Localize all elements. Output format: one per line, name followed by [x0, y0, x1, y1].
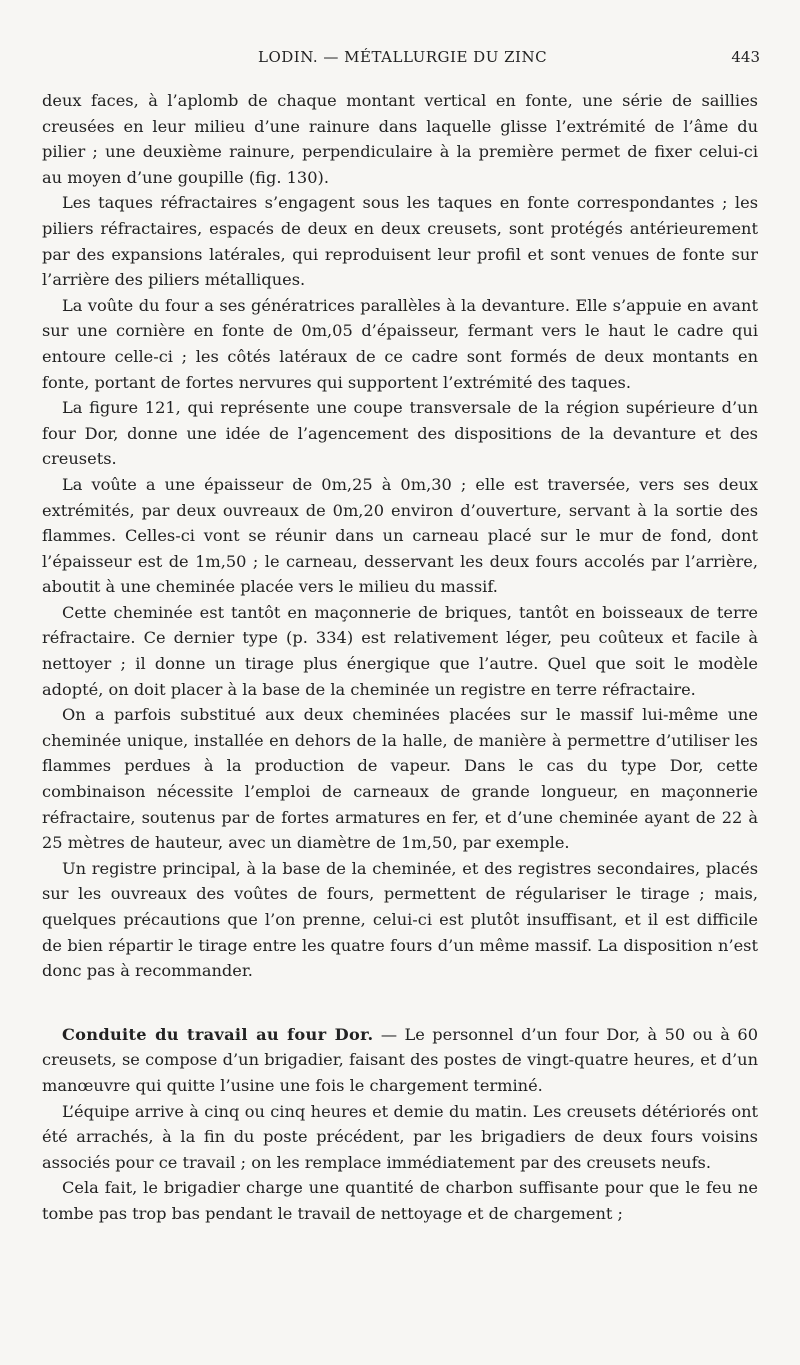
section-heading: Conduite du travail au four Dor.	[62, 1024, 374, 1044]
paragraph: Un registre principal, à la base de la cheminée, et des registres secondaires, placés sur les ouvreaux des voûtes de fours, permettent de régulariser le tirage ; mais, quelques précautions que l’on prenne, celui-ci est plutôt insuffisant, et il est difficile de bien répartir le tirage entre les quatre fours d’un même massif. La disposition n’est donc pas à recommander.	[42, 858, 758, 981]
page-header	[0, 48, 800, 72]
paragraph: La voûte a une épaisseur de 0m,25 à 0m,30 ; elle est traversée, vers ses deux extrémités, par deux ouvreaux de 0m,20 environ d’ouverture, servant à la sortie des flammes. Celles-ci vont se réunir dans un carneau placé sur le mur de fond, dont l’épaisseur est de 1m,50 ; le carneau, desservant les deux fours accolés par l’arrière, aboutit à une cheminée placée vers le milieu du massif.	[42, 474, 758, 597]
paragraph: Cela fait, le brigadier charge une quantité de charbon suffisante pour que le feu ne tombe pas trop bas pendant le travail de nettoyage et de chargement ;	[42, 1178, 758, 1223]
paragraph: La figure 121, qui représente une coupe transversale de la région supérieure d’un four Dor, donne une idée de l’agencement des dispositions de la devanture et des creusets.	[42, 398, 758, 469]
page-number: 443	[731, 48, 760, 66]
section-paragraph	[42, 1022, 758, 1099]
section-intro: — Le personnel d’un four Dor, à 50 ou à 60 creusets, se compose d’un brigadier, faisant des postes de vingt-quatre heures, et d’un manœuvre qui quitte l’usine une fois le chargement terminé.	[42, 1024, 758, 1095]
paragraph: La voûte du four a ses génératrices parallèles à la devanture. Elle s’appuie en avant sur une cornière en fonte de 0m,05 d’épaisseur, fermant vers le haut le cadre qui entoure celle-ci ; les côtés latéraux de ce cadre sont formés de deux montants en fonte, portant de fortes nervures qui supportent l’extrémité des taques.	[42, 295, 758, 392]
paragraph: Les taques réfractaires s’engagent sous les taques en fonte correspondantes ; les piliers réfractaires, espacés de deux en deux creusets, sont protégés antérieurement par des expansions latérales, qui reproduisent leur profil et sont venues de fonte sur l’arrière des piliers métalliques.	[42, 193, 758, 290]
paragraph: L’équipe arrive à cinq ou cinq heures et demie du matin. Les creusets détériorés ont été arrachés, à la fin du poste précédent, par les brigadiers de deux fours voisins associés pour ce travail ; on les remplace immédiatement par des creusets neufs.	[42, 1101, 758, 1172]
body-text	[42, 88, 758, 1227]
running-title: LODIN. — MÉTALLURGIE DU ZINC	[258, 48, 548, 66]
paragraph: Cette cheminée est tantôt en maçonnerie de briques, tantôt en boisseaux de terre réfractaire. Ce dernier type (p. 334) est relativement léger, peu coûteux et facile à nettoyer ; il donne un tirage plus énergique que l’autre. Quel que soit le modèle adopté, on doit placer à la base de la cheminée un registre en terre réfractaire.	[42, 602, 758, 699]
paragraph: deux faces, à l’aplomb de chaque montant vertical en fonte, une série de saillies creusées en leur milieu d’une rainure dans laquelle glisse l’extrémité de l’âme du pilier ; une deuxième rainure, perpendiculaire à la première permet de fixer celui-ci au moyen d’une goupille (fig. 130).	[42, 91, 758, 187]
paragraph: On a parfois substitué aux deux cheminées placées sur le massif lui-même une cheminée unique, installée en dehors de la halle, de manière à permettre d’utiliser les flammes perdues à la production de vapeur. Dans le cas du type Dor, cette combinaison nécessite l’emploi de carneaux de grande longueur, en maçonnerie réfractaire, soutenus par de fortes armatures en fer, et d’une cheminée ayant de 22 à 25 mètres de hauteur, avec un diamètre de 1m,50, par exemple.	[42, 705, 758, 853]
